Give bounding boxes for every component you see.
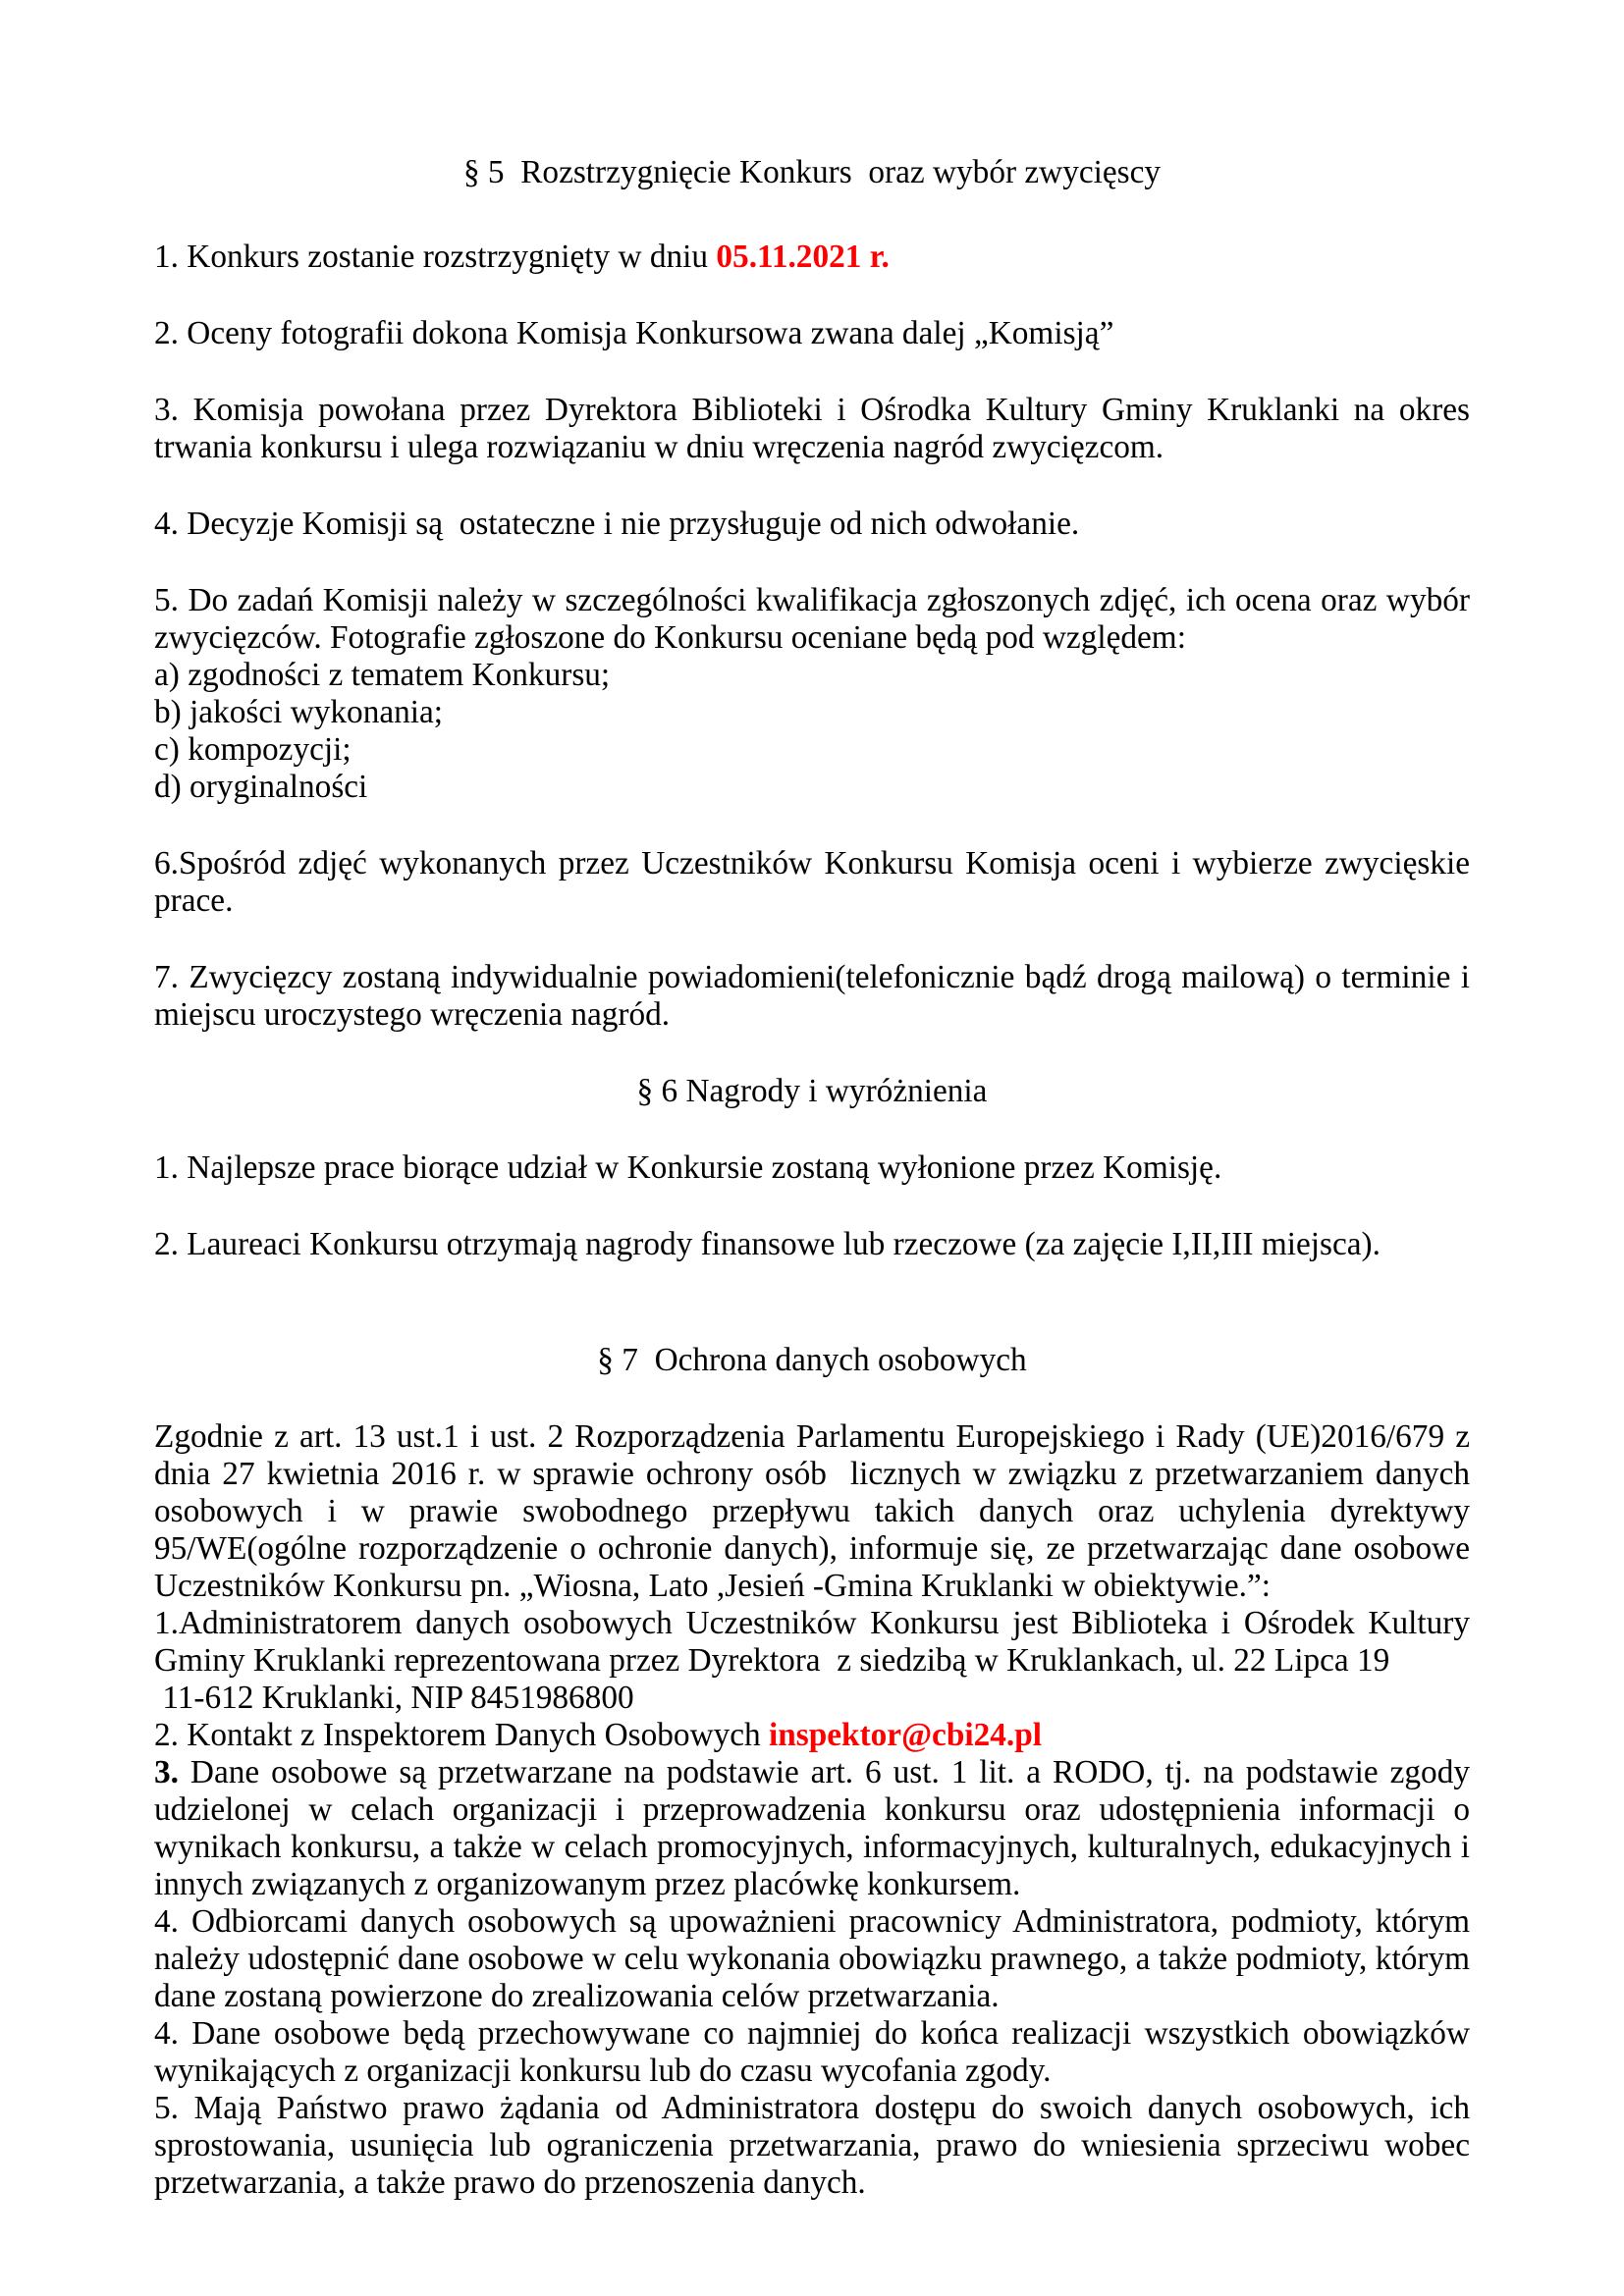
s7-item-5: 4. Dane osobowe będą przechowywane co najmniej do końca realizacji wszystkich obowiązków wynikających z organizacji konkursu lub do czasu wycofania zgody. [154, 2015, 1479, 2089]
s6-item-1: 1. Najlepsze prace biorące udział w Konkursie zostaną wyłonione przez Komisję. [154, 1149, 1222, 1186]
s7-item-6: 5. Mają Państwo prawo żądania od Administratora dostępu do swoich danych osobowych, ich sprostowania, usunięcia lub ograniczenia przetwarzania, prawo do wniesienia sprzeciwu wobec przetwarzania, a także prawo do przenoszenia danych. [154, 2090, 1479, 2201]
s5-item-5-block [154, 582, 1479, 806]
section-5-heading: § 5 Rozstrzygnięcie Konkurs oraz wybór zwycięscy [462, 154, 1162, 190]
s5-criterion-b: b) jakości wykonania; [154, 694, 444, 730]
s7-item-3-number: 3. [154, 1754, 179, 1790]
s5-item-6: 6.Spośród zdjęć wykonanych przez Uczestników Konkursu Komisja oceni i wybierze zwycięskie prace. [154, 845, 1479, 919]
s5-criterion-d: d) oryginalności [154, 769, 368, 805]
s7-item-1: 1.Administratorem danych osobowych Uczestników Konkursu jest Biblioteka i Ośrodek Kultury Gminy Kruklanki reprezentowana przez Dyrektora z siedzibą w Kruklankach, ul. 22 Lipca 19 [154, 1605, 1479, 1679]
s7-item-3 [154, 1754, 1479, 1903]
s5-item-2: 2. Oceny fotografii dokona Komisja Konkursowa zwana dalej „Komisją” [154, 315, 1114, 351]
s5-item-1 [154, 239, 1470, 276]
section-7-heading: § 7 Ochrona danych osobowych [597, 1342, 1027, 1378]
s6-item-2: 2. Laureaci Konkursu otrzymają nagrody finansowe lub rzeczowe (za zajęcie I,II,III miejsca). [154, 1226, 1380, 1262]
s7-item-2 [154, 1717, 1470, 1754]
s5-item-7: 7. Zwycięzcy zostaną indywidualnie powiadomieni(telefonicznie bądź drogą mailową) o terminie i miejscu uroczystego wręczenia nagród. [154, 959, 1479, 1033]
s5-item-5: 5. Do zadań Komisji należy w szczególności kwalifikacja zgłoszonych zdjęć, ich ocena oraz wybór zwycięzców. Fotografie zgłoszone do Konkursu oceniane będą pod względem: [154, 582, 1479, 656]
s5-criterion-c: c) kompozycji; [154, 731, 352, 768]
s5-item-3: 3. Komisja powołana przez Dyrektora Biblioteki i Ośrodka Kultury Gminy Kruklanki na okres trwania konkursu i ulega rozwiązaniu w dniu wręczenia nagród zwycięzcom. [154, 392, 1479, 465]
section-6-heading: § 6 Nagrody i wyróżnienia [636, 1073, 988, 1109]
s5-item-4: 4. Decyzje Komisji są ostateczne i nie przysługuje od nich odwołanie. [154, 506, 1080, 542]
s7-item-1-address: 11-612 Kruklanki, NIP 8451986800 [154, 1680, 634, 1716]
s7-item-2-text: 2. Kontakt z Inspektorem Danych Osobowych [154, 1717, 770, 1753]
inspector-email-highlight: inspektor@cbi24.pl [769, 1717, 1042, 1753]
s7-item-4: 4. Odbiorcami danych osobowych są upoważnieni pracownicy Administratora, podmioty, którym należy udostępnić dane osobowe w celu wykonania obowiązku prawnego, a także podmioty, którym dane zostaną powierzone do zrealizowania celów przetwarzania. [154, 1903, 1479, 2014]
s5-criterion-a: a) zgodności z tematem Konkursu; [154, 657, 611, 693]
s5-item-1-text: 1. Konkurs zostanie rozstrzygnięty w dniu [154, 239, 717, 275]
s7-intro: Zgodnie z art. 13 ust.1 i ust. 2 Rozporządzenia Parlamentu Europejskiego i Rady (UE)2016/679 z dnia 27 kwietnia 2016 r. w sprawie ochrony osób licznych w związku z przetwarzaniem danych osobowych i w prawie swobodnego przepływu takich danych oraz uchylenia dyrektywy 95/WE(ogólne rozporządzenie o ochronie danych), informuje się, ze przetwarzając dane osobowe Uczestników Konkursu pn. „Wiosna, Lato ,Jesień -Gmina Kruklanki w obiektywie.”: [154, 1418, 1479, 1604]
s7-item-3-text: Dane osobowe są przetwarzane na podstawie art. 6 ust. 1 lit. a RODO, tj. na podstawie zgody udzielonej w celach organizacji i przeprowadzenia konkursu oraz udostępnienia informacji o wynikach konkursu, a także w celach promocyjnych, informacyjnych, kulturalnych, edukacyjnych i innych związanych z organizowanym przez placówkę konkursem. [154, 1754, 1479, 1902]
resolution-date-highlight: 05.11.2021 r. [716, 239, 890, 275]
